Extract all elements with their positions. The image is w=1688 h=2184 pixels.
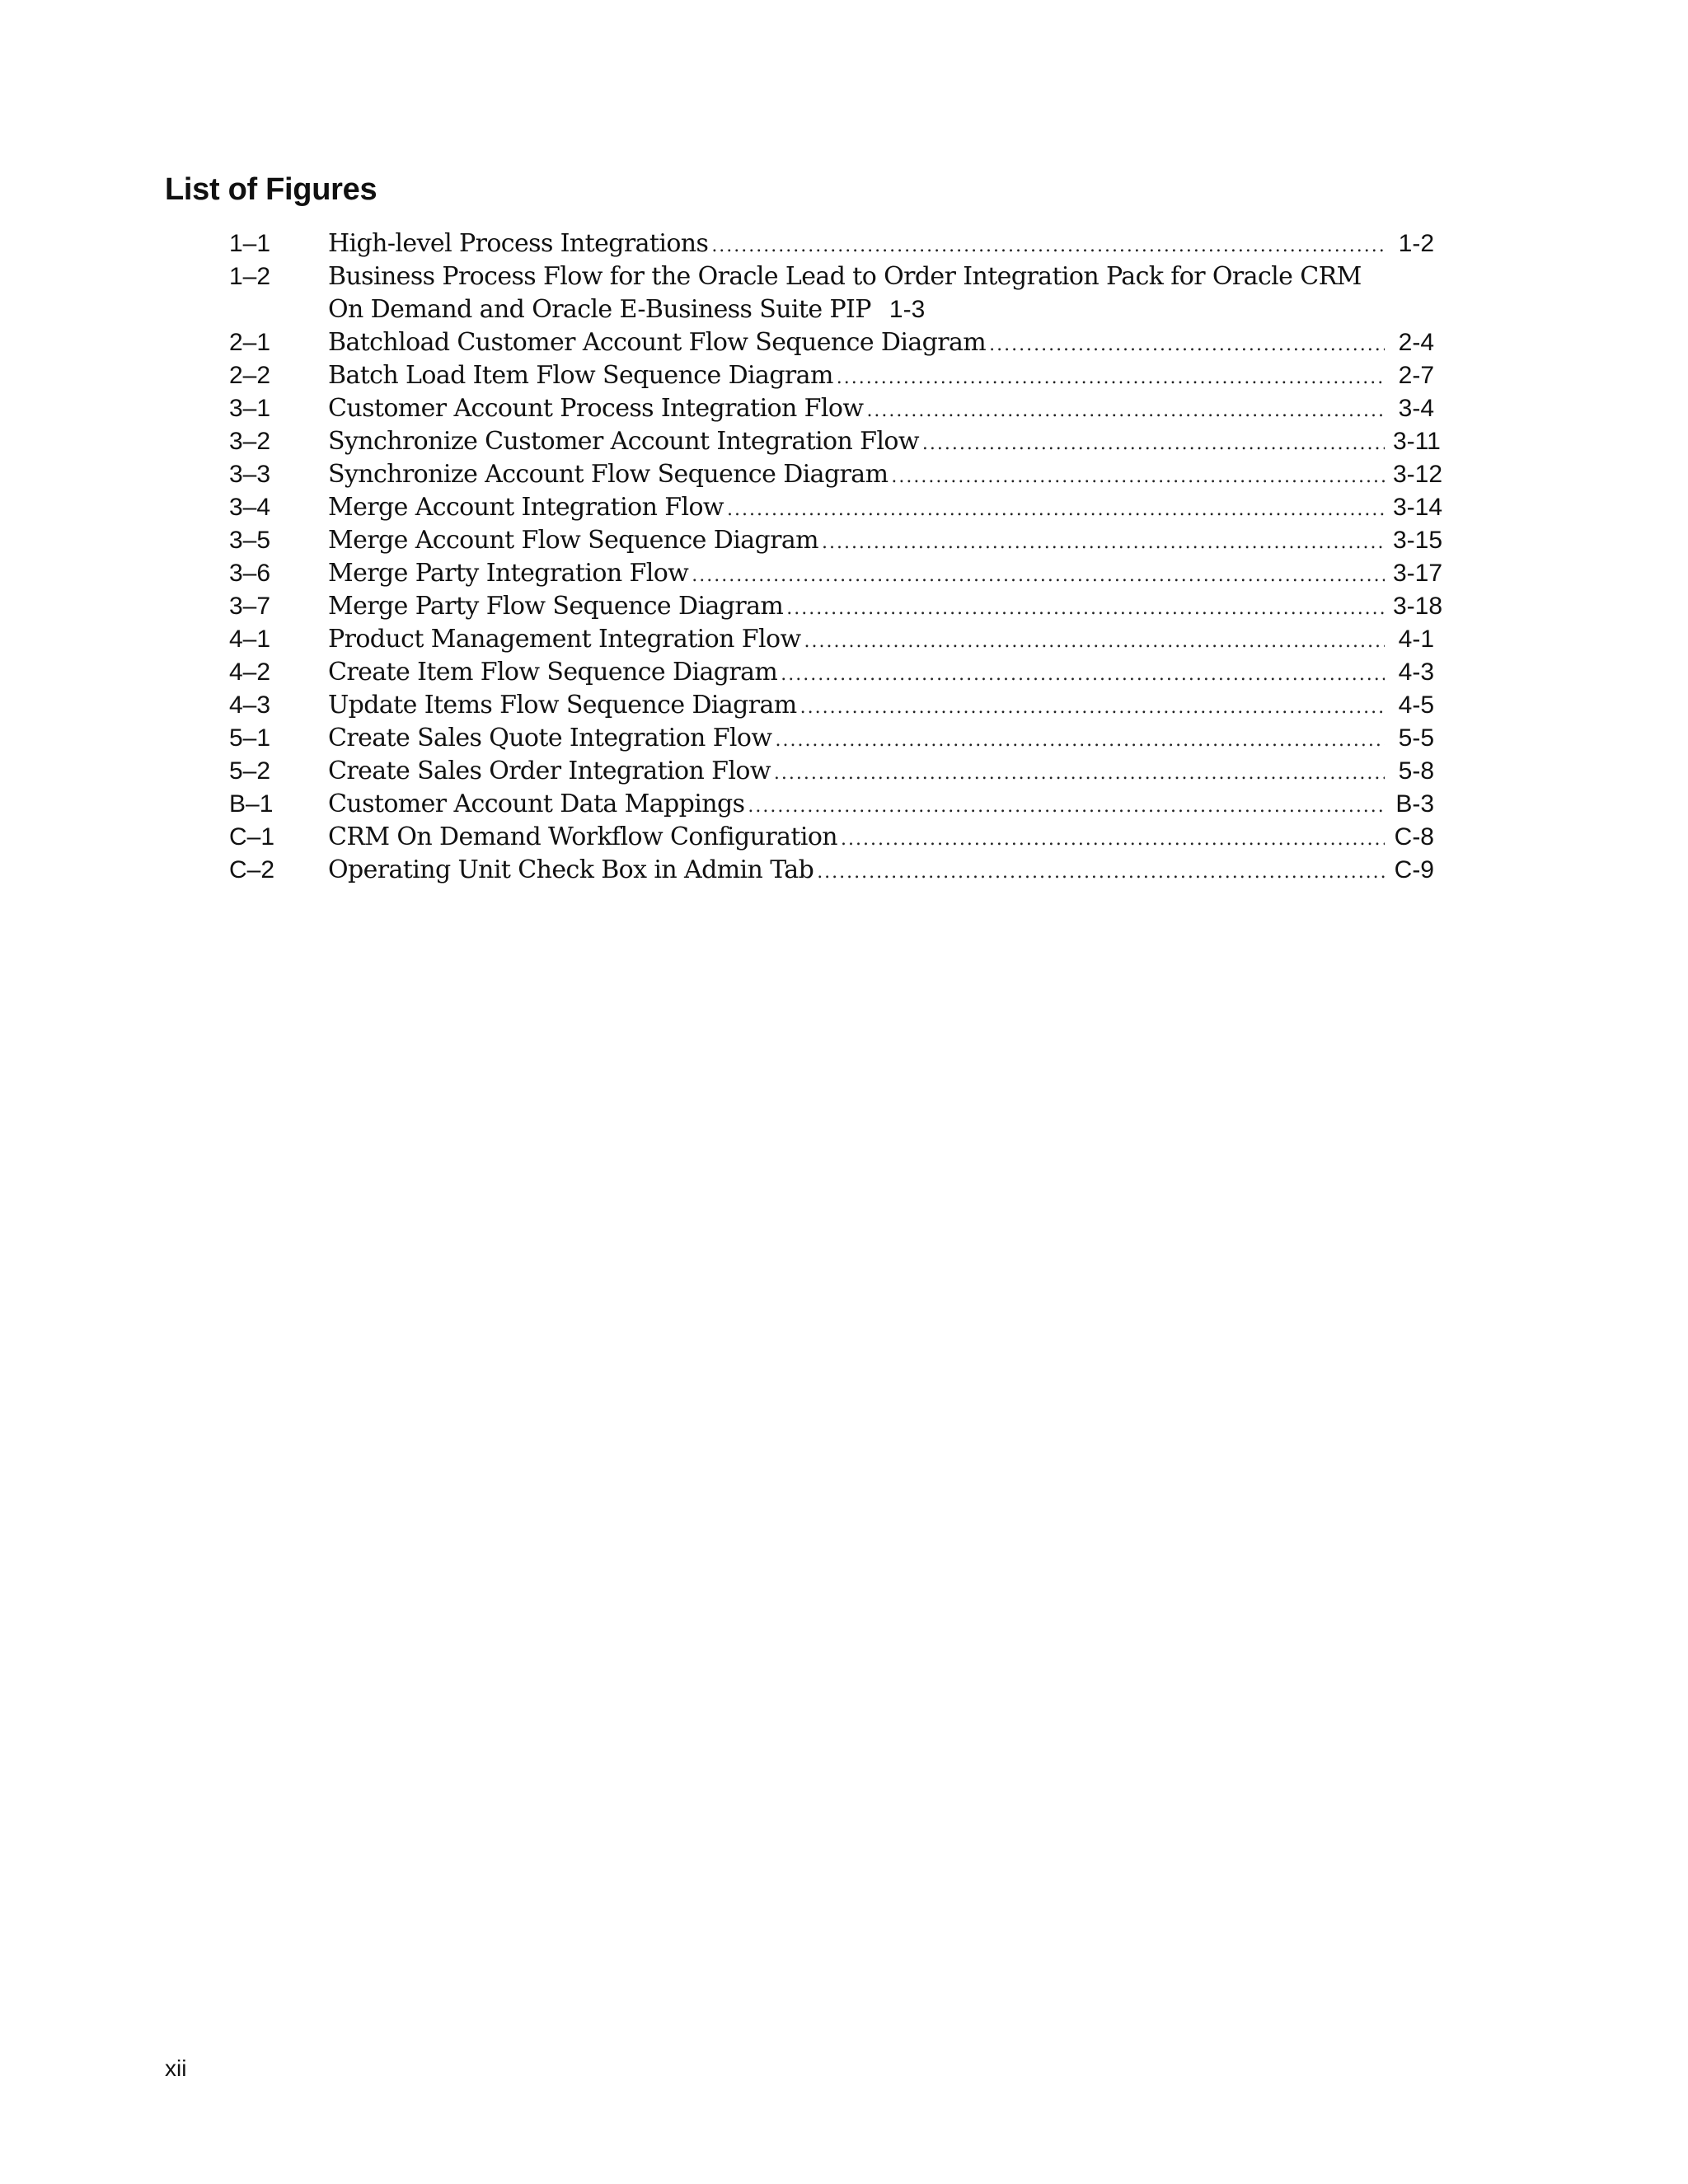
figure-number: 3–6	[229, 560, 271, 587]
figure-entry[interactable]	[229, 722, 1434, 755]
figure-entry[interactable]	[229, 656, 1434, 689]
figure-entry[interactable]	[229, 425, 1441, 458]
figure-number: 1–2	[229, 263, 271, 290]
figure-number: 5–1	[229, 724, 271, 752]
figure-entry[interactable]	[229, 590, 1443, 623]
figure-entry[interactable]	[229, 623, 1434, 656]
dot-leader	[837, 362, 1385, 395]
figure-entry[interactable]	[229, 788, 1434, 821]
figure-title[interactable]: Merge Account Flow Sequence Diagram	[328, 526, 818, 555]
figure-page-number[interactable]: 3-15	[1393, 527, 1443, 554]
dot-leader	[922, 428, 1385, 461]
figure-page-number[interactable]: 3-18	[1393, 593, 1443, 620]
figure-page-number[interactable]: 3-11	[1393, 428, 1441, 455]
figure-page-number[interactable]: 5-8	[1398, 757, 1434, 785]
figure-page-number[interactable]: 5-5	[1398, 724, 1434, 752]
dot-leader	[692, 560, 1385, 593]
figure-entry[interactable]	[229, 458, 1443, 491]
figure-title[interactable]: Operating Unit Check Box in Admin Tab	[328, 855, 814, 884]
figure-title[interactable]: Merge Party Flow Sequence Diagram	[328, 592, 784, 621]
figure-number: 3–7	[229, 593, 271, 620]
dot-leader	[804, 626, 1385, 658]
figure-title[interactable]: High-level Process Integrations	[328, 229, 709, 258]
figure-number: C–1	[229, 823, 275, 851]
figure-number: 4–1	[229, 626, 271, 653]
figure-title[interactable]: Create Sales Quote Integration Flow	[328, 724, 772, 752]
figure-number: 3–1	[229, 395, 271, 422]
figure-number: C–2	[229, 856, 275, 883]
figure-entry[interactable]	[229, 491, 1443, 524]
figure-entry[interactable]	[229, 392, 1434, 425]
dot-leader	[800, 691, 1385, 724]
dot-leader	[891, 461, 1385, 494]
figure-title[interactable]: Customer Account Process Integration Flow	[328, 394, 864, 423]
figure-entry[interactable]	[229, 524, 1443, 557]
figure-number: B–1	[229, 790, 274, 818]
dot-leader	[711, 230, 1385, 263]
figure-title[interactable]: Merge Account Integration Flow	[328, 493, 724, 522]
dot-leader	[774, 757, 1385, 790]
figure-page-number[interactable]: 2-7	[1398, 362, 1434, 389]
figure-entry[interactable]	[229, 854, 1434, 887]
figure-title[interactable]: Synchronize Account Flow Sequence Diagram	[328, 460, 889, 489]
dot-leader	[989, 329, 1385, 362]
figure-page-number[interactable]: 2-4	[1398, 329, 1434, 356]
figure-number: 3–2	[229, 428, 271, 455]
dot-leader	[841, 823, 1385, 856]
figure-number: 3–3	[229, 461, 271, 488]
dot-leader	[727, 494, 1385, 527]
figure-entry[interactable]	[229, 359, 1434, 392]
figure-title[interactable]: Product Management Integration Flow	[328, 625, 801, 654]
figure-page-number[interactable]: B-3	[1395, 790, 1434, 818]
dot-leader	[817, 856, 1385, 889]
dot-leader	[781, 658, 1385, 691]
figure-title[interactable]: Synchronize Customer Account Integration Flow	[328, 427, 919, 456]
figure-number: 3–4	[229, 494, 271, 521]
figure-number: 3–5	[229, 527, 271, 554]
figure-number: 5–2	[229, 757, 271, 785]
figure-page-number[interactable]: 3-12	[1393, 461, 1443, 488]
figure-entry[interactable]	[229, 260, 1434, 326]
figure-title[interactable]: Batch Load Item Flow Sequence Diagram	[328, 361, 833, 390]
dot-leader	[786, 593, 1385, 626]
page-title: List of Figures	[165, 172, 377, 207]
figure-list	[229, 227, 1443, 887]
dot-leader	[748, 790, 1385, 823]
dot-leader	[822, 527, 1385, 560]
figure-title[interactable]: Batchload Customer Account Flow Sequence Diagram	[328, 328, 987, 357]
dot-leader	[775, 724, 1385, 757]
figure-page-number[interactable]: 1-2	[1398, 230, 1434, 257]
figure-entry[interactable]	[229, 227, 1434, 260]
figure-page-number[interactable]: 3-14	[1393, 494, 1443, 521]
figure-number: 4–3	[229, 691, 271, 719]
dot-leader	[866, 395, 1385, 428]
figure-page-number[interactable]: C-8	[1394, 823, 1434, 851]
figure-page-number[interactable]: 3-4	[1398, 395, 1434, 422]
figure-entry[interactable]	[229, 755, 1434, 788]
figure-page-number[interactable]: 4-5	[1398, 691, 1434, 719]
figure-entry[interactable]	[229, 326, 1434, 359]
figure-entry[interactable]	[229, 821, 1434, 854]
figure-entry[interactable]	[229, 557, 1443, 590]
figure-number: 2–1	[229, 329, 271, 356]
figure-number: 2–2	[229, 362, 271, 389]
figure-title[interactable]: Merge Party Integration Flow	[328, 559, 689, 588]
figure-number: 4–2	[229, 658, 271, 686]
figure-title[interactable]: Create Item Flow Sequence Diagram	[328, 658, 778, 687]
figure-page-number[interactable]: 3-17	[1393, 560, 1443, 587]
figure-title[interactable]: Customer Account Data Mappings	[328, 790, 745, 818]
page-number: xii	[165, 2055, 187, 2081]
figure-page-number[interactable]: C-9	[1394, 856, 1434, 883]
figure-page-number[interactable]: 4-1	[1398, 626, 1434, 653]
figure-entry[interactable]	[229, 689, 1434, 722]
figure-title[interactable]: Business Process Flow for the Oracle Lead to Order Integration Pack for Oracle CRM On Demand and Oracle E-Business Suite PIP	[328, 262, 1362, 324]
figure-number: 1–1	[229, 230, 271, 257]
figure-title[interactable]: CRM On Demand Workflow Configuration	[328, 823, 838, 851]
figure-title[interactable]: Update Items Flow Sequence Diagram	[328, 691, 797, 719]
figure-page-number[interactable]: 1-3	[889, 296, 926, 323]
figure-page-number[interactable]: 4-3	[1398, 658, 1434, 686]
figure-title[interactable]: Create Sales Order Integration Flow	[328, 757, 771, 785]
